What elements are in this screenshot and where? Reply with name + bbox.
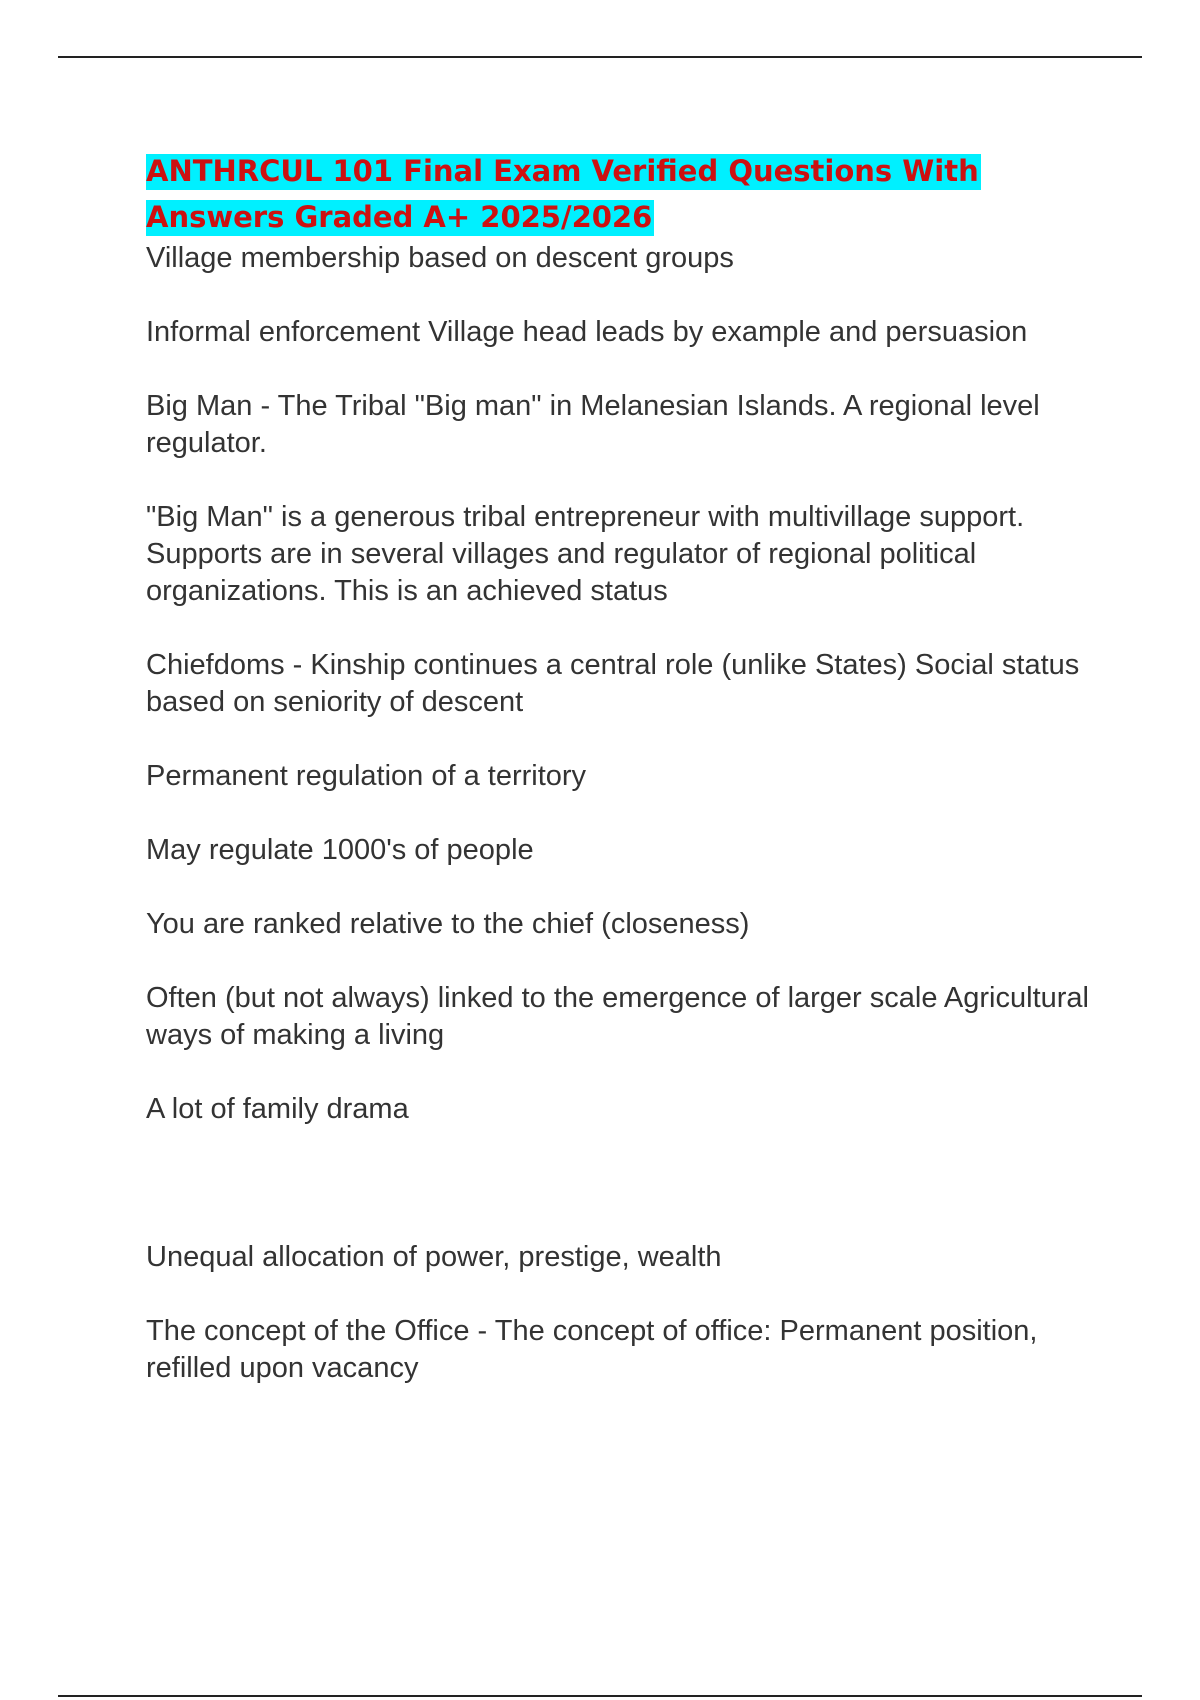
- paragraph-informal-enforcement: Informal enforcement Village head leads by example and persuasion: [146, 316, 1028, 348]
- paragraph-agricultural-link: Often (but not always) linked to the emergence of larger scale Agricultural ways of making a living: [146, 982, 1089, 1051]
- paragraph-regulate-people: May regulate 1000's of people: [146, 834, 534, 866]
- paragraph-family-drama: A lot of family drama: [146, 1093, 409, 1125]
- document-body: [146, 148, 1106, 1387]
- paragraph-concept-of-office: The concept of the Office - The concept of office: Permanent position, refilled upon vacancy: [146, 1315, 1038, 1384]
- bottom-rule: [58, 1695, 1142, 1697]
- paragraph-big-man-description: "Big Man" is a generous tribal entrepreneur with multivillage support. Supports are in several villages and regulator of regional political organizations. This is an achieved status: [146, 501, 1025, 607]
- paragraph-ranked-relative: You are ranked relative to the chief (closeness): [146, 908, 750, 940]
- paragraph-village-membership: Village membership based on descent groups: [146, 242, 734, 274]
- top-rule: [58, 56, 1142, 58]
- paragraph-permanent-regulation: Permanent regulation of a territory: [146, 760, 587, 792]
- paragraph-unequal-allocation: Unequal allocation of power, prestige, wealth: [146, 1241, 722, 1273]
- paragraph-big-man-definition: Big Man - The Tribal "Big man" in Melanesian Islands. A regional level regulator.: [146, 390, 1040, 459]
- title-highlight: ANTHRCUL 101 Final Exam Verified Questions With Answers Graded A+ 2025/2026: [146, 154, 979, 234]
- paragraph-chiefdoms: Chiefdoms - Kinship continues a central role (unlike States) Social status based on seniority of descent: [146, 649, 1080, 718]
- document-title: [146, 148, 1106, 240]
